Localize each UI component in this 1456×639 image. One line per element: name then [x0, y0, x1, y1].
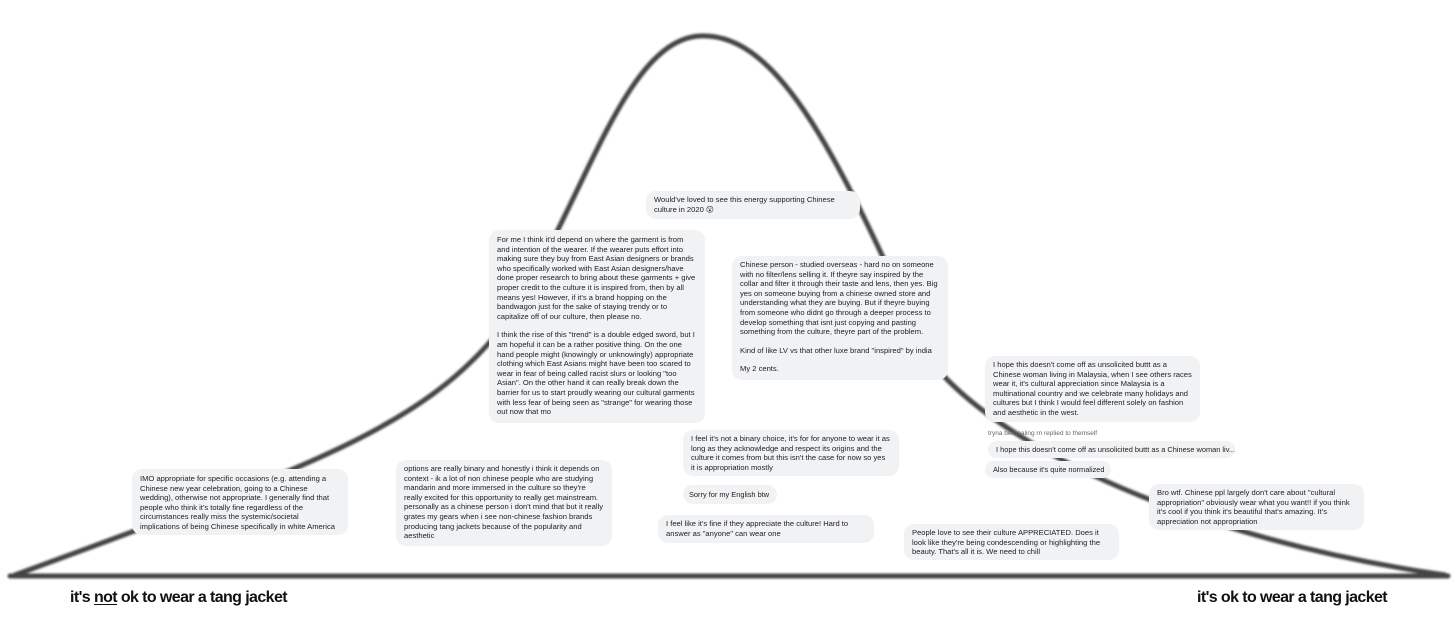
- left-label-suffix: ok to wear a tang jacket: [117, 589, 287, 606]
- comment-text: People love to see their culture APPRECIATED. Does it look like they're being condescending or highlighting the beauty. That's all it is. We need to chill: [912, 528, 1101, 557]
- comment-text-p2: Kind of like LV vs that other luxe brand "inspired" by india: [740, 345, 932, 355]
- comment-normalized: Also because it's quite normalized: [985, 461, 1111, 478]
- comment-text: IMO appropriate for specific occasions (e.g. attending a Chinese new year celebration, going to a Chinese wedding), otherwise not appropriate. I generally find that people who think it's totally fine regardless of the circumstances really miss the systemic/societal implications of being Chinese specifically in white America: [140, 474, 335, 531]
- comment-top: [646, 191, 860, 219]
- comment-imo: [132, 469, 348, 535]
- comment-sorry: Sorry for my English btw: [683, 485, 777, 504]
- comment-binary: [683, 430, 899, 476]
- reply-note: tryna berhealing rn replied to themself: [988, 430, 1098, 437]
- comment-text-p2: I think the rise of this "trend" is a double edged sword, but I am hopeful it can be a rather positive thing. On the one hand people might (knowingly or unknowingly) appropriate clothing which East Asians might have been too scared to wear in fear of being called racist slurs or looking "too Asian". On the other hand it can really break down the barrier for us to start proudly wearing our cultural garments with less fear of being seen as "strange" for wearing those out now that mo: [497, 330, 695, 417]
- comment-text: I feel like it's fine if they appreciate the culture! Hard to answer as "anyone" can wear one: [666, 519, 849, 538]
- comment-fine: [658, 515, 874, 543]
- comment-malaysia: [985, 356, 1200, 422]
- comment-text: Bro wtf. Chinese ppl largely don't care about "cultural appropriation" obviously wear what you want!! if you think it's cool if you think it's beautiful that's amazing. It's appreciation not appropriation: [1157, 488, 1350, 526]
- comment-chinese-person: [732, 256, 948, 380]
- reply-quote: I hope this doesn't come off as unsolicited buttt as a Chinese woman liv...: [988, 441, 1235, 458]
- comment-for-me: [489, 230, 705, 423]
- left-label-emphasis: not: [93, 589, 118, 606]
- comment-bro: [1149, 484, 1364, 530]
- left-label: [70, 589, 287, 607]
- comment-text: I feel it's not a binary choice, it's for for anyone to wear it as long as they acknowledge and respect its origins and the culture it comes from but this isn't the case for now so yes it is appropriation mostly: [691, 434, 890, 472]
- comment-text-p1: Chinese person - studied overseas - hard no on someone with no filter/lens selling it. If theyre say inspired by the collar and filter it through their taste and lens, then yes. Big yes on someone buying from a chinese owned store and understanding what they are buying. But if theyre buying from someone who didnt go through a deeper process to develop something that isnt just copying and pasting something from the culture, theyre part of the problem.: [740, 260, 938, 337]
- comment-text: Would've loved to see this energy supporting Chinese culture in 2020 😮: [654, 195, 835, 214]
- comment-options: [396, 460, 612, 546]
- comment-text: options are really binary and honestly i think it depends on context - ik a lot of non chinese people who are studying mandarin and more immersed in the culture so they're really excited for this opportunity to really get mainstream. personally as a chinese person i don't mind that but it really grates my gears when i see non-chinese fashion brands producing tang jackets because of the popularity and aesthetic: [404, 464, 603, 541]
- comment-text-p3: My 2 cents.: [740, 364, 779, 374]
- left-label-prefix: it's: [70, 589, 94, 606]
- right-label: it's ok to wear a tang jacket: [1197, 589, 1388, 606]
- comment-people-love: [904, 524, 1119, 560]
- comment-text: I hope this doesn't come off as unsolicited buttt as a Chinese woman living in Malaysia, when I see others races wear it, it's cultural appreciation since Malaysia is a multinational country and we celebrate many holidays and cultures but I think I would feel different solely on fashion and aesthetic in the west.: [993, 360, 1192, 417]
- comment-text-p1: For me I think it'd depend on where the garment is from and intention of the wearer. If the wearer puts effort into making sure they buy from East Asian designers or brands who specifically worked with East Asian designers/have done proper research to bring about these garments + give proper credit to the culture it is inspired from, then by all means yes! However, if it's a brand hopping on the bandwagon just for the sake of staying trendy or to capitalize off of our culture, then please no.: [497, 235, 696, 321]
